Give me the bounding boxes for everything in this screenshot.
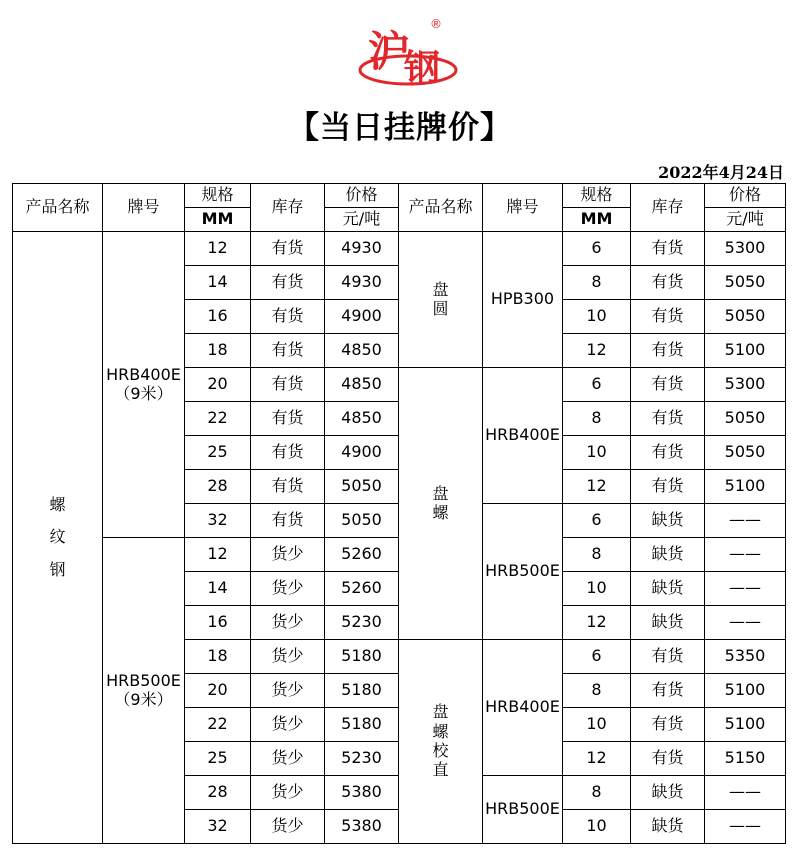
left-price: 5050 [325,470,399,504]
left-price: 4850 [325,334,399,368]
header-spec-right: 规格 [563,184,631,208]
left-spec: 25 [185,436,251,470]
left-spec: 12 [185,232,251,266]
right-stock: 有货 [631,674,705,708]
left-spec: 28 [185,776,251,810]
left-price: 4930 [325,232,399,266]
header-price-right: 价格 [705,184,786,208]
left-stock: 有货 [251,402,325,436]
right-price: 5050 [705,436,786,470]
left-stock: 货少 [251,776,325,810]
left-price: 5230 [325,742,399,776]
left-spec: 20 [185,674,251,708]
right-stock: 有货 [631,742,705,776]
left-spec: 25 [185,742,251,776]
header-spec: 规格 [185,184,251,208]
right-spec: 8 [563,674,631,708]
right-stock: 有货 [631,334,705,368]
left-spec: 28 [185,470,251,504]
right-grade: HRB400E [483,368,563,504]
right-product-name: 盘 圆 [399,232,483,368]
left-grade: HRB500E （9米） [103,538,185,844]
right-spec: 12 [563,470,631,504]
right-price: —— [705,776,786,810]
right-price: 5050 [705,300,786,334]
left-stock: 有货 [251,470,325,504]
left-stock: 有货 [251,300,325,334]
right-price: 5100 [705,708,786,742]
right-price: 5350 [705,640,786,674]
right-price: —— [705,572,786,606]
left-stock: 有货 [251,232,325,266]
left-stock: 货少 [251,674,325,708]
right-spec: 10 [563,572,631,606]
price-date: 2022年4月24日 [658,163,784,182]
right-price: —— [705,538,786,572]
left-spec: 16 [185,300,251,334]
left-stock: 货少 [251,572,325,606]
left-spec: 22 [185,402,251,436]
right-stock: 有货 [631,640,705,674]
right-stock: 有货 [631,470,705,504]
svg-text:沪: 沪 [368,27,411,76]
header-product-name: 产品名称 [13,184,103,232]
right-price: 5100 [705,674,786,708]
right-price: 5100 [705,470,786,504]
right-grade: HRB500E [483,776,563,844]
right-stock: 有货 [631,708,705,742]
header-grade-right: 牌号 [483,184,563,232]
left-price: 5260 [325,538,399,572]
right-stock: 有货 [631,368,705,402]
right-spec: 8 [563,402,631,436]
right-spec: 10 [563,436,631,470]
right-spec: 6 [563,640,631,674]
header-spec-unit: MM [185,208,251,232]
left-stock: 有货 [251,436,325,470]
table-row [13,232,786,266]
left-price: 4930 [325,266,399,300]
left-price: 5180 [325,640,399,674]
left-stock: 有货 [251,504,325,538]
right-spec: 6 [563,368,631,402]
left-price: 4900 [325,300,399,334]
left-price: 5180 [325,674,399,708]
svg-text:®: ® [430,17,442,31]
header-stock-right: 库存 [631,184,705,232]
left-price: 5380 [325,776,399,810]
header-price-unit: 元/吨 [325,208,399,232]
header-spec-unit-right: MM [563,208,631,232]
left-spec: 32 [185,810,251,844]
svg-text:钢: 钢 [404,48,441,88]
left-spec: 22 [185,708,251,742]
left-spec: 20 [185,368,251,402]
right-price: 5300 [705,232,786,266]
right-spec: 8 [563,538,631,572]
left-price: 4850 [325,368,399,402]
left-product-name: 螺 纹 钢 [13,232,103,844]
right-stock: 有货 [631,300,705,334]
right-stock: 有货 [631,266,705,300]
right-spec: 10 [563,810,631,844]
left-stock: 货少 [251,742,325,776]
right-price: 5300 [705,368,786,402]
left-stock: 有货 [251,266,325,300]
left-price: 5050 [325,504,399,538]
left-stock: 有货 [251,368,325,402]
right-stock: 有货 [631,232,705,266]
left-price: 5180 [325,708,399,742]
right-price: 5150 [705,742,786,776]
right-spec: 10 [563,300,631,334]
page-title: 【当日挂牌价】 [288,110,512,146]
right-price: 5100 [705,334,786,368]
brand-logo [350,8,470,88]
right-stock: 有货 [631,436,705,470]
header-product-name-right: 产品名称 [399,184,483,232]
price-table [12,183,786,844]
right-spec: 10 [563,708,631,742]
right-spec: 12 [563,742,631,776]
left-spec: 12 [185,538,251,572]
header-grade: 牌号 [103,184,185,232]
right-spec: 8 [563,776,631,810]
left-stock: 有货 [251,334,325,368]
left-spec: 14 [185,266,251,300]
right-price: 5050 [705,266,786,300]
left-stock: 货少 [251,606,325,640]
right-price: 5050 [705,402,786,436]
header-price: 价格 [325,184,399,208]
right-stock: 缺货 [631,776,705,810]
right-spec: 12 [563,334,631,368]
header-price-unit-right: 元/吨 [705,208,786,232]
left-spec: 14 [185,572,251,606]
left-price: 5260 [325,572,399,606]
left-stock: 货少 [251,538,325,572]
left-price: 4900 [325,436,399,470]
right-stock: 缺货 [631,810,705,844]
left-spec: 16 [185,606,251,640]
right-spec: 12 [563,606,631,640]
left-price: 4850 [325,402,399,436]
right-spec: 8 [563,266,631,300]
left-stock: 货少 [251,640,325,674]
left-spec: 32 [185,504,251,538]
right-price: —— [705,606,786,640]
left-price: 5230 [325,606,399,640]
right-product-name: 盘 螺 [399,368,483,640]
right-product-name: 盘 螺 校 直 [399,640,483,844]
header-stock: 库存 [251,184,325,232]
left-stock: 货少 [251,708,325,742]
left-spec: 18 [185,640,251,674]
right-stock: 缺货 [631,606,705,640]
right-stock: 有货 [631,402,705,436]
right-grade: HPB300 [483,232,563,368]
right-stock: 缺货 [631,572,705,606]
right-price: —— [705,504,786,538]
left-stock: 货少 [251,810,325,844]
right-price: —— [705,810,786,844]
left-grade: HRB400E （9米） [103,232,185,538]
left-price: 5380 [325,810,399,844]
right-stock: 缺货 [631,538,705,572]
right-spec: 6 [563,232,631,266]
left-spec: 18 [185,334,251,368]
right-spec: 6 [563,504,631,538]
right-stock: 缺货 [631,504,705,538]
right-grade: HRB400E [483,640,563,776]
right-grade: HRB500E [483,504,563,640]
